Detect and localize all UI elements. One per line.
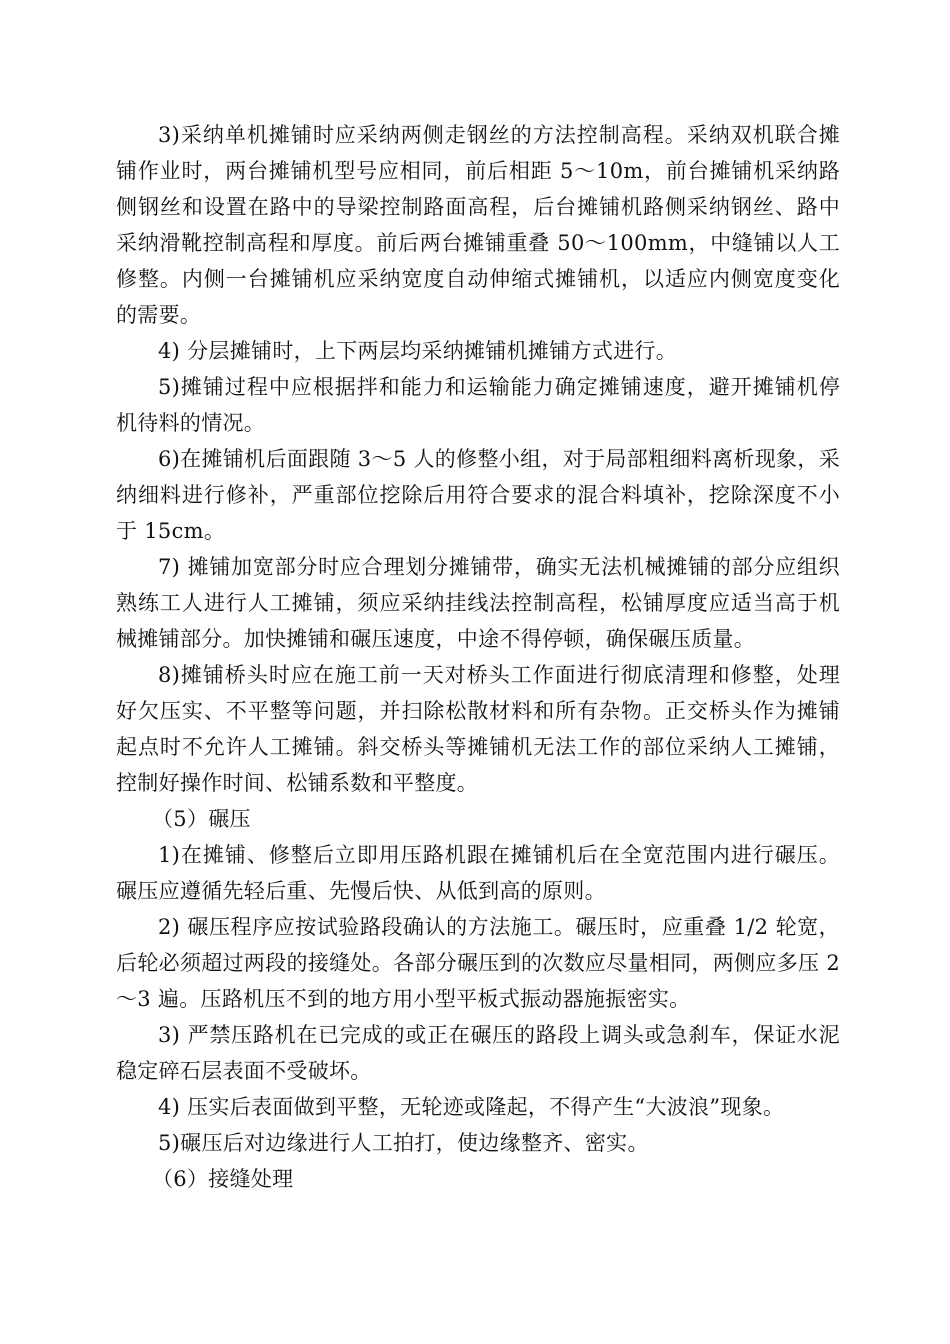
section-heading-joint-treatment: （6）接缝处理: [152, 1167, 294, 1191]
paragraph-surface-flatness: 4) 压实后表面做到平整，无轮迹或隆起，不得产生“大波浪”现象。: [158, 1095, 785, 1119]
paragraph-bridge-approach: 8)摊铺桥头时应在施工前一天对桥头工作面进行彻底清理和修整，处理好欠压实、不平整等问题，并扫除松散材料和所有杂物。正交桥头作为摊铺起点时不允许人工摊铺。斜交桥头等摊铺机无法工作的部位采纳人工摊铺，控制好操作时间、松铺系数和平整度。: [116, 663, 840, 795]
paragraph-layered-paving: 4) 分层摊铺时，上下两层均采纳摊铺机摊铺方式进行。: [158, 339, 678, 363]
paragraph-widened-section: 7) 摊铺加宽部分时应合理划分摊铺带，确实无法机械摊铺的部分应组织熟练工人进行人工摊铺，须应采纳挂线法控制高程，松铺厚度应适当高于机械摊铺部分。加快摊铺和碾压速度，中途不得停顿，确保碾压质量。: [116, 555, 840, 651]
document-body: [116, 117, 840, 1197]
paragraph-edge-tamping: 5)碾压后对边缘进行人工拍打，使边缘整齐、密实。: [158, 1131, 649, 1155]
section-heading-compaction: （5）碾压: [152, 807, 251, 831]
paragraph-compaction-procedure: 2) 碾压程序应按试验路段确认的方法施工。碾压时，应重叠 1/2 轮宽，后轮必须超过两段的接缝处。各部分碾压到的次数应尽量相同，两侧应多压 2～3 遍。压路机压不到的地方用小型平板式振动器施振密实。: [116, 915, 840, 1011]
paragraph-compaction-principle: 1)在摊铺、修整后立即用压路机跟在摊铺机后在全宽范围内进行碾压。碾压应遵循先轻后重、先慢后快、从低到高的原则。: [116, 843, 840, 903]
paragraph-repair-team: 6)在摊铺机后面跟随 3～5 人的修整小组，对于局部粗细料离析现象，采纳细料进行修补，严重部位挖除后用符合要求的混合料填补，挖除深度不小于 15cm。: [116, 447, 840, 543]
paragraph-paving-speed: 5)摊铺过程中应根据拌和能力和运输能力确定摊铺速度，避开摊铺机停机待料的情况。: [116, 375, 840, 435]
paragraph-paving-elevation-control: 3)采纳单机摊铺时应采纳两侧走钢丝的方法控制高程。采纳双机联合摊铺作业时，两台摊铺机型号应相同，前后相距 5～10m，前台摊铺机采纳路侧钢丝和设置在路中的导梁控制路面高程，后台摊铺机路侧采纳钢丝、路中采纳滑靴控制高程和厚度。前后两台摊铺重叠 50～100mm，中缝铺以人工修整。内侧一台摊铺机应采纳宽度自动伸缩式摊铺机，以适应内侧宽度变化的需要。: [116, 123, 840, 327]
paragraph-no-turning: 3) 严禁压路机在已完成的或正在碾压的路段上调头或急刹车，保证水泥稳定碎石层表面不受破坏。: [116, 1023, 840, 1083]
